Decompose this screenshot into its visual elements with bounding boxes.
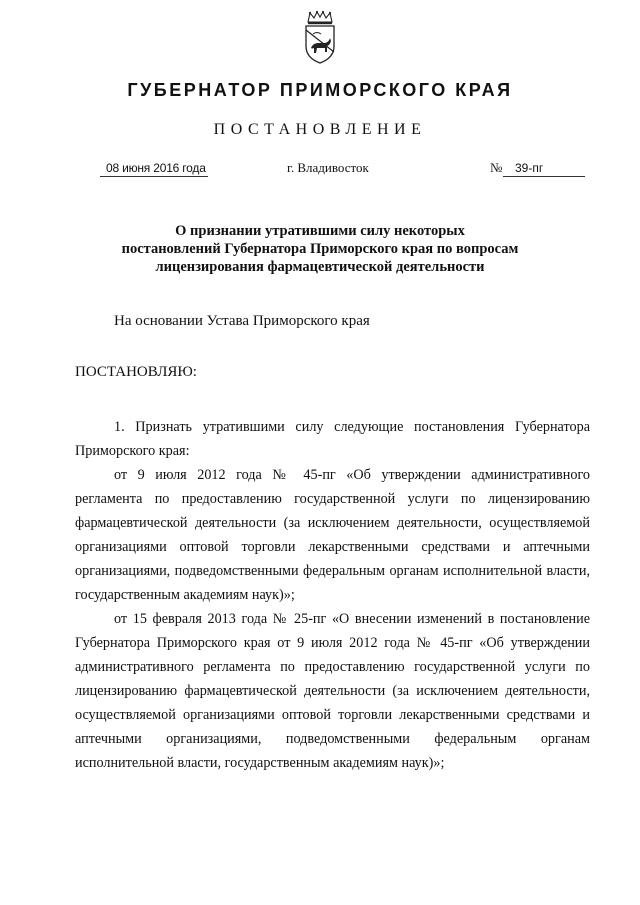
issuing-authority: ГУБЕРНАТОР ПРИМОРСКОГО КРАЯ xyxy=(127,80,513,100)
title-line: О признании утратившими силу некоторых xyxy=(175,223,465,239)
title-line: лицензирования фармацевтической деятельности xyxy=(155,259,485,275)
title-line: постановлений Губернатора Приморского края по вопросам xyxy=(121,241,519,257)
paragraph: 1. Признать утратившими силу следующие постановления Губернатора Приморского края: xyxy=(75,419,590,459)
document-number-label: № xyxy=(490,160,503,175)
document-body xyxy=(75,415,590,775)
paragraph: от 15 февраля 2013 года № 25-пг «О внесении изменений в постановление Губернатора Приморского края от 9 июля 2012 года № 45-пг «Об утверждении административного регламента по предоставлению государственной услуги по лицензированию фармацевтической деятельности (за исключением деятельности, осуществляемой организациями оптовой торговли лекарственными средствами и аптечными организациями, подведомственными федеральным органам исполнительной власти, государственным академиям наук)»; xyxy=(75,611,590,771)
document-type: ПОСТАНОВЛЕНИЕ xyxy=(213,121,427,138)
decree-heading: ПОСТАНОВЛЯЮ: xyxy=(75,364,197,380)
coat-of-arms-icon xyxy=(303,10,337,64)
document-city: г. Владивосток xyxy=(287,160,369,175)
document-date: 08 июня 2016 года xyxy=(100,161,208,177)
document-number: 39-пг xyxy=(503,161,585,177)
legal-basis: На основании Устава Приморского края xyxy=(114,313,370,329)
paragraph: от 9 июля 2012 года № 45-пг «Об утверждении административного регламента по предоставлению государственной услуги по лицензированию фармацевтической деятельности (за исключением деятельности, осуществляемой организациями оптовой торговли лекарственными средствами и аптечными организациями, подведомственными федеральным органам исполнительной власти, государственным академиям наук)»; xyxy=(75,467,590,603)
document-title xyxy=(60,222,580,276)
